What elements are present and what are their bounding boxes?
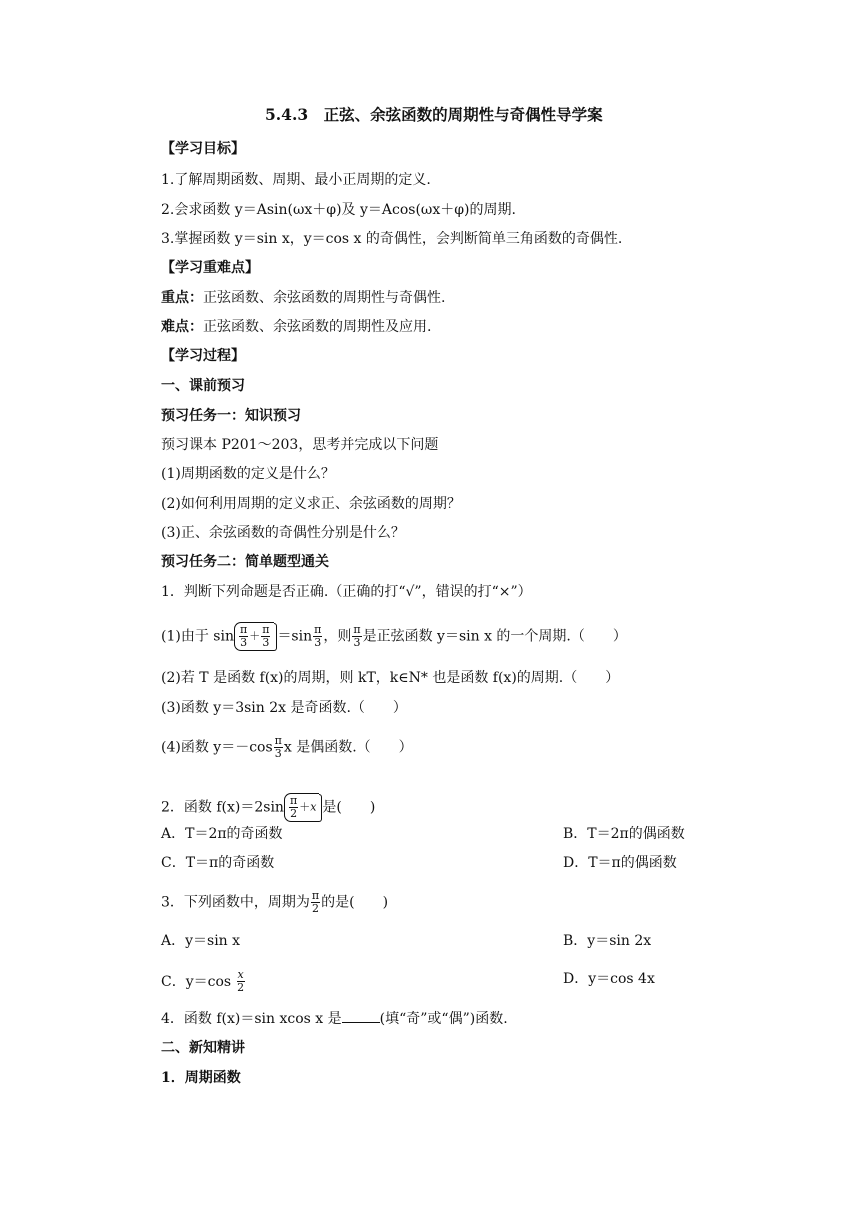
option-c: C．y＝cos $\frac{x}{2}$ — [161, 968, 245, 994]
subsection-heading: 1．周期函数 — [161, 1070, 241, 1086]
task-heading: 预习任务二：简单题型通关 — [161, 554, 329, 570]
page-title: 5.4.3 正弦、余弦函数的周期性与奇偶性导学案 — [265, 105, 603, 124]
option-a: A．T＝2π的奇函数 — [161, 826, 283, 842]
preview-question: (1)周期函数的定义是什么？ — [161, 466, 335, 482]
math-fraction: $\frac{\pi}{2}$ — [311, 889, 320, 915]
option-a: A．y＝sin x — [161, 933, 241, 949]
answer-blank[interactable] — [342, 1008, 380, 1023]
option-d: D．y＝cos 4x — [563, 971, 655, 987]
process-heading: 【学习过程】 — [161, 348, 245, 364]
question-1-item-2: (2)若 T 是函数 f(x)的周期，则 kT，k∈N* 也是函数 f(x)的周期.（ ） — [161, 670, 620, 686]
question-1: 1．判断下列命题是否正确.（正确的打“√”，错误的打“×”） — [161, 584, 532, 600]
question-2: 2．函数 f(x)＝2sin $\frac{\pi}{2}$ ＋x 是( ) — [161, 794, 376, 820]
goal-item: 2.会求函数 y＝Asin(ωx＋φ)及 y＝Acos(ωx＋φ)的周期. — [161, 202, 516, 218]
difficult-label: 难点： — [161, 319, 203, 335]
key-text: 正弦函数、余弦函数的周期性与奇偶性. — [203, 290, 446, 306]
preview-question: (2)如何利用周期的定义求正、余弦函数的周期？ — [161, 496, 461, 512]
preview-question: (3)正、余弦函数的奇偶性分别是什么？ — [161, 525, 405, 541]
keypoints-heading: 【学习重难点】 — [161, 260, 259, 276]
math-fraction: $\frac{\pi}{3}$ — [314, 623, 322, 649]
task-heading: 预习任务一：知识预习 — [161, 408, 301, 424]
math-paren: $\frac{\pi}{3}$ ＋ $\frac{\pi}{3}$ — [234, 622, 274, 651]
option-b: B．T＝2π的偶函数 — [563, 826, 685, 842]
math-fraction: $\frac{\pi}{3}$ — [274, 734, 282, 760]
question-1-item-4: (4)函数 y＝－cos $\frac{\pi}{3}$ x 是偶函数.（ ） — [161, 734, 413, 760]
section-heading: 二、新知精讲 — [161, 1040, 245, 1056]
goals-heading: 【学习目标】 — [161, 141, 245, 157]
key-point — [161, 288, 445, 308]
question-1-item-3: (3)函数 y＝3sin 2x 是奇函数.（ ） — [161, 700, 407, 716]
math-fraction: $\frac{\pi}{3}$ — [353, 623, 361, 649]
question-1-item-1: (1)由于 sin $\frac{\pi}{3}$ ＋ $\frac{\pi}{3}$ ＝sin $\frac{\pi}{3}$ ，则 $\frac{\pi}{3}$ 是正弦函数 y＝sin x 的一个周期.（ ） — [161, 623, 627, 649]
preview-intro: 预习课本 P201～203，思考并完成以下问题 — [161, 437, 439, 453]
section-heading: 一、课前预习 — [161, 378, 245, 394]
question-2-options — [161, 824, 685, 844]
goal-item: 1.了解周期函数、周期、最小正周期的定义. — [161, 172, 431, 188]
question-2-options — [161, 853, 677, 873]
goal-item: 3.掌握函数 y＝sin x，y＝cos x 的奇偶性，会判断简单三角函数的奇偶性. — [161, 231, 623, 247]
option-b: B．y＝sin 2x — [563, 933, 652, 949]
question-3-options — [161, 968, 655, 994]
difficult-point — [161, 317, 431, 337]
option-c: C．T＝π的奇函数 — [161, 855, 275, 871]
question-3-options — [161, 931, 652, 951]
math-paren: $\frac{\pi}{2}$ ＋x — [284, 793, 319, 822]
option-d: D．T＝π的偶函数 — [563, 855, 677, 871]
difficult-text: 正弦函数、余弦函数的周期性及应用. — [203, 319, 432, 335]
key-label: 重点： — [161, 290, 203, 306]
question-3: 3．下列函数中，周期为 $\frac{\pi}{2}$ 的是( ) — [161, 889, 389, 915]
question-4: 4．函数 f(x)＝sin xcos x 是 (填“奇”或“偶”)函数. — [161, 1008, 508, 1029]
